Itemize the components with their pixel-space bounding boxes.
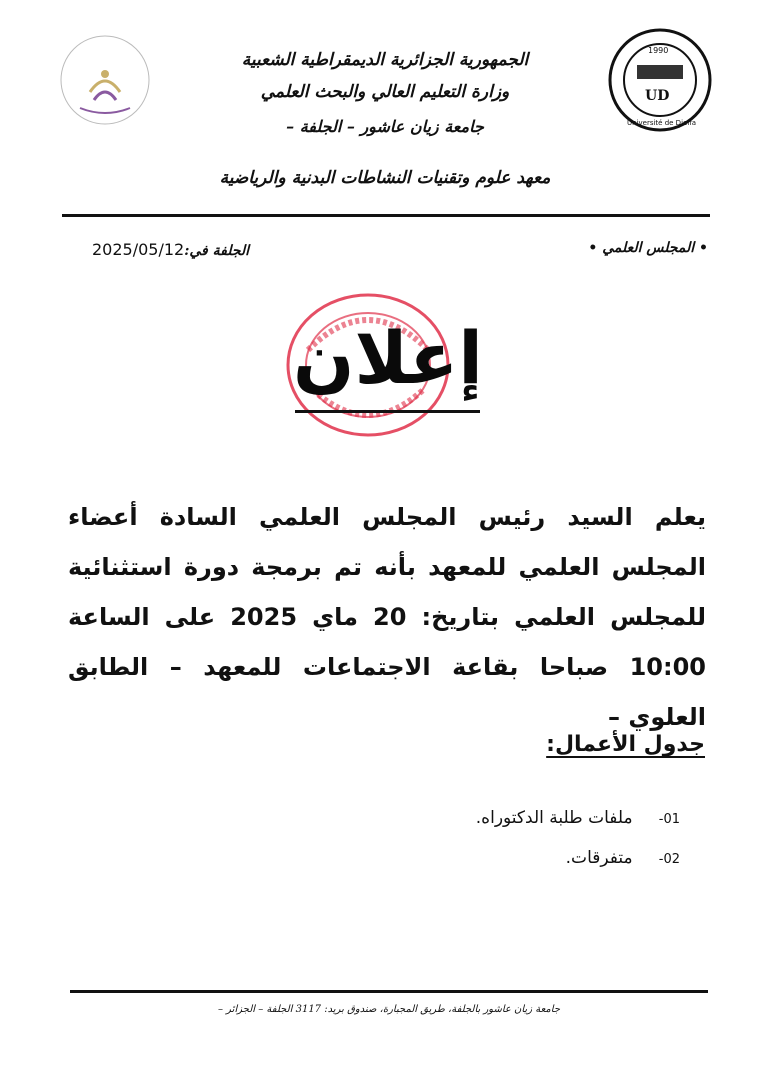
footer-address: جامعة زيان عاشور بالجلفة، طريق المجبارة، صندوق بريد: 3117 الجلفة – الجزائر – (217, 1004, 560, 1015)
institute-line: معهد علوم وتقنيات النشاطات البدنية والرياضية (219, 168, 551, 188)
title-underline (295, 410, 480, 413)
agenda-title: جدول الأعمال: (546, 732, 705, 757)
university-line: جامعة زيان عاشور – الجلفة – (286, 117, 484, 136)
institute-logo (50, 30, 160, 130)
date-value: 2025/05/12 (92, 240, 185, 259)
agenda-item-text: متفرقات. (565, 848, 633, 868)
agenda-item-number: 02- (658, 852, 680, 867)
agenda-item-text: ملفات طلبة الدكتوراه. (475, 808, 633, 828)
university-name: Université de Djelfa (627, 119, 697, 127)
date-label: الجلفة في: (184, 243, 250, 259)
ministry-line: وزارة التعليم العالي والبحث العلمي (260, 82, 510, 102)
university-year: 1990 (648, 46, 669, 55)
announcement-title: إعلان (293, 316, 483, 400)
agenda-item-number: 01- (658, 812, 680, 827)
republic-line: الجمهورية الجزائرية الديمقراطية الشعبية (241, 50, 529, 70)
agenda-item (566, 848, 680, 868)
footer-rule (70, 990, 708, 993)
date-line (92, 240, 249, 259)
agenda-item (476, 808, 680, 828)
university-letters: UD (645, 88, 670, 104)
header-rule (62, 214, 710, 217)
university-logo (605, 25, 715, 135)
announcement-body: يعلم السيد رئيس المجلس العلمي السادة أعضاء المجلس العلمي للمعهد بأنه تم برمجة دورة استثنائية للمجلس العلمي بتاريخ: 20 ماي 2025 على الساعة 10:00 صباحا بقاعة الاجتماعات للمعهد – الطابق العلوي – (68, 503, 706, 731)
council-label: • المجلس العلمي • (588, 240, 708, 256)
